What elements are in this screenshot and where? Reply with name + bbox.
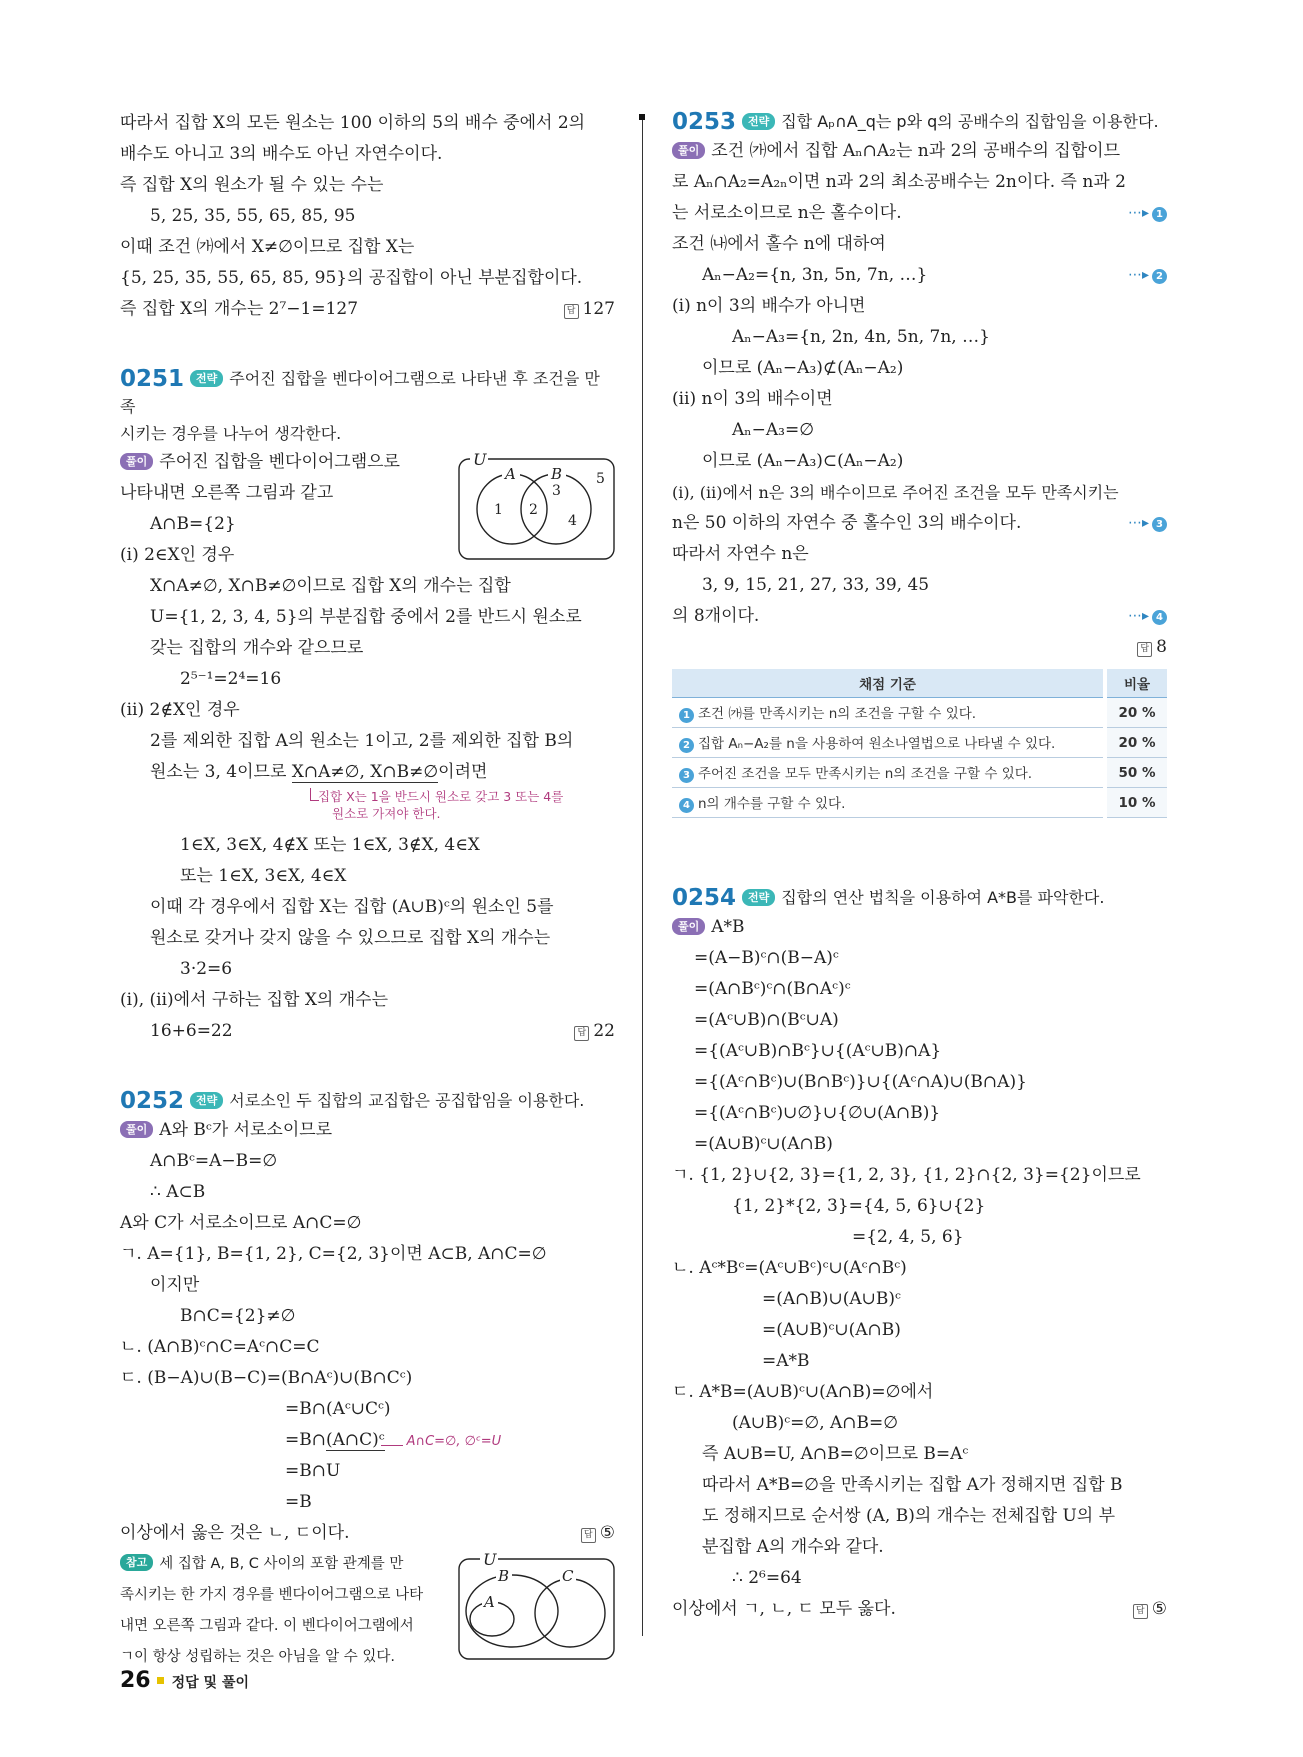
step-marker: ⋯▸ 4 <box>1128 601 1167 632</box>
answer-icon: 답 <box>1133 1604 1148 1619</box>
criteria-number: 2 <box>679 738 694 753</box>
table-row <box>672 788 1167 818</box>
step-marker: ⋯▸ 1 <box>1128 198 1167 229</box>
text-line: =(A−B)ᶜ∩(B−A)ᶜ <box>694 948 839 968</box>
right-column <box>672 108 1167 1625</box>
column-divider <box>642 116 643 1636</box>
answer-mark <box>564 294 615 325</box>
question-number: 0252 <box>120 1088 185 1114</box>
text-line: =B∩U <box>285 1461 341 1481</box>
text-line: {1, 2}*{2, 3}={4, 5, 6}∪{2} <box>732 1196 986 1216</box>
criteria-text: 조건 ㈎를 만족시키는 n의 조건을 구할 수 있다. <box>698 706 977 722</box>
answer-mark <box>581 1518 615 1549</box>
text-line: 3·2=6 <box>180 959 233 979</box>
answer-icon: 답 <box>564 304 579 319</box>
text-line: {5, 25, 35, 55, 65, 85, 95}의 공집합이 아닌 부분집합이다. <box>120 268 583 288</box>
step-marker: ⋯▸ 3 <box>1128 508 1167 539</box>
text-span: n은 50 이하의 자연수 중 홀수인 3의 배수이다. <box>672 513 1022 533</box>
text-line: =B <box>285 1492 312 1512</box>
solution-line <box>672 912 1167 943</box>
question-0253-header <box>672 108 1167 136</box>
solution-line <box>672 136 1167 167</box>
text-line: 이지만 <box>150 1275 200 1295</box>
scoring-table <box>672 669 1167 818</box>
text-line: 또는 1∈X, 3∈X, 4∈X <box>180 866 347 886</box>
text-line: 원소로 갖거나 갖지 않을 수 있으므로 집합 X의 개수는 <box>150 928 551 948</box>
text-line: 즉 집합 X의 원소가 될 수 있는 수는 <box>120 175 384 195</box>
text-line: ={(Aᶜ∩Bᶜ)∪∅}∪{∅∪(A∩B)} <box>694 1103 941 1123</box>
text-span: 는 서로소이므로 n은 홀수이다. <box>672 203 902 223</box>
page-number: 26 <box>120 1668 151 1693</box>
text-line: 이므로 (Aₙ−A₃)⊄(Aₙ−A₂) <box>702 358 904 378</box>
text-span: A와 Bᶜ가 서로소이므로 <box>159 1120 333 1140</box>
column-divider-marker <box>639 114 645 120</box>
answer-value: 127 <box>582 299 615 319</box>
solution-badge: 풀이 <box>120 1121 153 1138</box>
footer-label: 정답 및 풀이 <box>171 1675 249 1691</box>
label-B: B <box>498 1567 510 1585</box>
text-line: ={(Aᶜ∪B)∩Bᶜ}∪{(Aᶜ∪B)∩A} <box>694 1041 942 1061</box>
answer-mark <box>1137 632 1167 663</box>
text-line: (ⅰ) n이 3의 배수가 아니면 <box>672 296 866 316</box>
criteria-ratio: 20 % <box>1105 728 1167 758</box>
text-line: (ⅱ) 2∉X인 경우 <box>120 700 240 720</box>
annotation-bracket <box>310 788 319 801</box>
strategy-text: 시키는 경우를 나누어 생각한다. <box>120 424 342 443</box>
table-row <box>672 758 1167 788</box>
text-line: U={1, 2, 3, 4, 5}의 부분집합 중에서 2를 반드시 원소로 <box>150 607 582 627</box>
text-line: =B∩(Aᶜ∪Cᶜ) <box>285 1399 391 1419</box>
strategy-text: 집합 Aₚ∩A_q는 p와 q의 공배수의 집합임을 이용한다. <box>781 112 1159 131</box>
text-line: ={2, 4, 5, 6} <box>852 1227 964 1247</box>
text-line: 족시키는 한 가지 경우를 벤다이어그램으로 나타 <box>120 1587 424 1603</box>
question-number: 0254 <box>672 885 737 911</box>
text-line: 따라서 A*B=∅을 만족시키는 집합 A가 정해지면 집합 B <box>702 1475 1123 1495</box>
text-line: ㄱ. {1, 2}∪{2, 3}={1, 2, 3}, {1, 2}∩{2, 3}={2}이므로 <box>672 1165 1141 1185</box>
left-column <box>120 108 615 1674</box>
venn-diagram-abc <box>456 1553 618 1663</box>
text-line: ㄴ. (A∩B)ᶜ∩C=Aᶜ∩C=C <box>120 1337 320 1357</box>
set-C-ellipse <box>535 1579 605 1647</box>
text-line: =A*B <box>762 1351 810 1371</box>
text-line: (ⅱ) n이 3의 배수이면 <box>672 389 833 409</box>
note-line: 집합 X는 1을 반드시 원소로 갖고 3 또는 4를 <box>318 789 564 804</box>
criteria-number: 3 <box>679 768 694 783</box>
scoring-header-criteria: 채점 기준 <box>672 669 1105 698</box>
question-0252-header <box>120 1087 615 1115</box>
answer-value: 8 <box>1156 637 1167 657</box>
text-line: 즉 집합 X의 개수는 2⁷−1=127 <box>120 299 359 319</box>
solution-badge: 풀이 <box>120 453 153 470</box>
text-line: 갖는 집합의 개수와 같으므로 <box>150 638 364 658</box>
text-line: A와 C가 서로소이므로 A∩C=∅ <box>120 1213 362 1233</box>
text-line: 5, 25, 35, 55, 65, 85, 95 <box>150 206 356 226</box>
criteria-number: 1 <box>679 708 694 723</box>
step-number: 4 <box>1152 610 1167 625</box>
text-line: ㄱ이 항상 성립하는 것은 아님을 알 수 있다. <box>120 1649 395 1665</box>
page-footer <box>120 1668 249 1693</box>
strategy-badge: 전략 <box>190 1092 223 1109</box>
text-line: 3, 9, 15, 21, 27, 33, 39, 45 <box>702 575 930 595</box>
text-line: 주어진 집합을 벤다이어그램으로 <box>159 452 400 472</box>
text-span: =B∩ <box>285 1430 326 1450</box>
step-number: 1 <box>1152 207 1167 222</box>
text-line: 로 Aₙ∩A₂=A₂ₙ이면 n과 2의 최소공배수는 2n이다. 즉 n과 2 <box>672 172 1126 192</box>
text-span: 이상에서 ㄱ, ㄴ, ㄷ 모두 옳다. <box>672 1599 896 1619</box>
reference-text <box>120 1549 440 1673</box>
text-line <box>672 198 1167 229</box>
text-line <box>120 294 615 325</box>
text-span: 이려면 <box>438 762 488 782</box>
text-line: A∩Bᶜ=A−B=∅ <box>150 1151 278 1171</box>
criteria-text: 주어진 조건을 모두 만족시키는 n의 조건을 구할 수 있다. <box>698 766 1033 782</box>
label-U: U <box>483 1553 497 1569</box>
question-0254-header <box>672 884 1167 912</box>
strategy-text: 주어진 집합을 벤다이어그램으로 나타낸 후 조건을 만족 <box>120 369 600 416</box>
text-line <box>672 1594 1167 1625</box>
text-line: A∩B={2} <box>150 514 236 534</box>
label-A: A <box>484 1593 495 1611</box>
text-line <box>672 508 1167 539</box>
element-3: 3 <box>552 483 561 499</box>
text-span: 의 8개이다. <box>672 606 760 626</box>
criteria-ratio: 50 % <box>1105 758 1167 788</box>
question-number: 0251 <box>120 366 185 392</box>
text-span: 조건 ㈎에서 집합 Aₙ∩A₂는 n과 2의 공배수의 집합이므 <box>711 141 1120 161</box>
text-line: =(A∩Bᶜ)ᶜ∩(B∩Aᶜ)ᶜ <box>694 979 851 999</box>
text-line: Aₙ−A₃=∅ <box>732 420 815 440</box>
element-5: 5 <box>596 471 605 487</box>
text-line: ㄷ. A*B=(A∪B)ᶜ∪(A∩B)=∅에서 <box>672 1382 934 1402</box>
text-line <box>672 260 1167 291</box>
scoring-header-ratio: 비율 <box>1105 669 1167 698</box>
text-line: 배수도 아니고 3의 배수도 아닌 자연수이다. <box>120 144 443 164</box>
text-line: =(A∪B)ᶜ∪(A∩B) <box>762 1320 901 1340</box>
text-line: 즉 A∪B=U, A∩B=∅이므로 B=Aᶜ <box>702 1444 969 1464</box>
criteria-ratio: 20 % <box>1105 698 1167 728</box>
strategy-text: 집합의 연산 법칙을 이용하여 A*B를 파악한다. <box>781 888 1105 907</box>
answer-value: 22 <box>593 1021 615 1041</box>
element-1: 1 <box>494 502 503 518</box>
annotation-note: A∩C=∅, ∅ᶜ=U <box>406 1434 502 1449</box>
text-line <box>120 1016 615 1047</box>
text-line: =(A∩B)∪(A∪B)ᶜ <box>762 1289 901 1309</box>
step-number: 3 <box>1152 517 1167 532</box>
text-line: 이때 조건 ㈎에서 X≠∅이므로 집합 X는 <box>120 237 415 257</box>
question-number: 0253 <box>672 109 737 135</box>
text-line: 2⁵⁻¹=2⁴=16 <box>180 669 282 689</box>
answer-mark <box>574 1016 615 1047</box>
table-row <box>672 698 1167 728</box>
reference-badge: 참고 <box>120 1554 153 1571</box>
text-line <box>120 757 615 788</box>
element-2: 2 <box>529 502 538 518</box>
criteria-number: 4 <box>679 798 694 813</box>
text-line: 조건 ㈏에서 홀수 n에 대하여 <box>672 234 886 254</box>
criteria-text: n의 개수를 구할 수 있다. <box>698 796 846 812</box>
text-span: Aₙ−A₂={n, 3n, 5n, 7n, …} <box>702 265 928 285</box>
text-line: 이때 각 경우에서 집합 X는 집합 (A∪B)ᶜ의 원소인 5를 <box>150 897 554 917</box>
annotation-connector <box>381 1435 403 1446</box>
text-line: ∴ 2⁶=64 <box>732 1568 802 1588</box>
text-line <box>120 1425 615 1456</box>
label-C: C <box>562 1567 574 1585</box>
text-line: 도 정해지므로 순서쌍 (A, B)의 개수는 전체집합 U의 부 <box>702 1506 1116 1526</box>
text-span: 16+6=22 <box>150 1021 233 1041</box>
text-line: =(A∪B)ᶜ∪(A∩B) <box>694 1134 833 1154</box>
text-line: Aₙ−A₃={n, 2n, 4n, 5n, 7n, …} <box>732 327 990 347</box>
text-line: 2를 제외한 집합 A의 원소는 1이고, 2를 제외한 집합 B의 <box>150 731 574 751</box>
label-B: B <box>551 465 563 483</box>
label-U: U <box>473 453 487 469</box>
annotation-note <box>120 788 615 830</box>
solution-line <box>120 447 615 478</box>
text-line <box>120 1518 615 1549</box>
step-number: 2 <box>1152 269 1167 284</box>
text-line: ㄱ. A={1}, B={1, 2}, C={2, 3}이면 A⊂B, A∩C=∅ <box>120 1244 547 1264</box>
text-line <box>672 601 1167 632</box>
text-line: 내면 오른쪽 그림과 같다. 이 벤다이어그램에서 <box>120 1618 414 1634</box>
text-line: (ⅰ), (ⅱ)에서 n은 3의 배수이므로 주어진 조건을 모두 만족시키는 <box>672 483 1119 502</box>
answer-icon: 답 <box>1137 642 1152 657</box>
underlined-condition: X∩A≠∅, X∩B≠∅ <box>291 762 439 782</box>
text-line: 따라서 집합 X의 모든 원소는 100 이하의 5의 배수 중에서 2의 <box>120 113 586 133</box>
text-span: A*B <box>711 917 745 937</box>
element-4: 4 <box>568 513 577 529</box>
answer-value: ⑤ <box>599 1523 615 1543</box>
text-span: 원소는 3, 4이므로 <box>150 762 292 782</box>
underlined-term: (A∩C)ᶜ <box>325 1430 385 1450</box>
answer-icon: 답 <box>574 1026 589 1041</box>
text-line <box>672 632 1167 663</box>
text-line: ㄷ. (B−A)∪(B−C)=(B∩Aᶜ)∪(B∩Cᶜ) <box>120 1368 413 1388</box>
reference-block <box>120 1549 615 1674</box>
criteria-text: 집합 Aₙ−A₂를 n을 사용하여 원소나열법으로 나타낼 수 있다. <box>698 736 1056 752</box>
text-line: 분집합 A의 개수와 같다. <box>702 1537 884 1557</box>
strategy-badge: 전략 <box>742 113 775 130</box>
text-line: 1∈X, 3∈X, 4∉X 또는 1∈X, 3∉X, 4∈X <box>180 835 480 855</box>
answer-mark <box>1133 1594 1167 1625</box>
text-line: (A∪B)ᶜ=∅, A∩B=∅ <box>732 1413 899 1433</box>
text-line: (ⅰ) 2∈X인 경우 <box>120 545 235 565</box>
text-line: ∴ A⊂B <box>150 1182 206 1202</box>
question-0251-header <box>120 365 615 420</box>
step-marker: ⋯▸ 2 <box>1128 260 1167 291</box>
text-line: X∩A≠∅, X∩B≠∅이므로 집합 X의 개수는 집합 <box>150 576 511 596</box>
text-line: =(Aᶜ∪B)∩(Bᶜ∪A) <box>694 1010 839 1030</box>
text-line: 따라서 자연수 n은 <box>672 544 809 564</box>
solution-badge: 풀이 <box>672 142 705 159</box>
strategy-text: 서로소인 두 집합의 교집합은 공집합임을 이용한다. <box>229 1091 585 1110</box>
table-row <box>672 728 1167 758</box>
text-line: B∩C={2}≠∅ <box>180 1306 296 1326</box>
text-line: (ⅰ), (ⅱ)에서 구하는 집합 X의 개수는 <box>120 990 389 1010</box>
answer-icon: 답 <box>581 1528 596 1543</box>
strategy-badge: 전략 <box>742 889 775 906</box>
text-line: 이므로 (Aₙ−A₃)⊂(Aₙ−A₂) <box>702 451 904 471</box>
label-A: A <box>505 465 516 483</box>
text-span: 이상에서 옳은 것은 ㄴ, ㄷ이다. <box>120 1523 350 1543</box>
text-line: ={(Aᶜ∩Bᶜ)∪(B∩Bᶜ)}∪{(Aᶜ∩A)∪(B∩A)} <box>694 1072 1027 1092</box>
note-line: 원소로 가져야 한다. <box>332 806 441 821</box>
solution-line <box>120 1115 615 1146</box>
text-line: 나타내면 오른쪽 그림과 같고 <box>120 483 334 503</box>
criteria-ratio: 10 % <box>1105 788 1167 818</box>
solution-badge: 풀이 <box>672 918 705 935</box>
answer-value: ⑤ <box>1151 1599 1167 1619</box>
footer-square-icon <box>157 1677 164 1684</box>
text-line: ㄴ. Aᶜ*Bᶜ=(Aᶜ∪Bᶜ)ᶜ∪(Aᶜ∩Bᶜ) <box>672 1258 907 1278</box>
strategy-badge: 전략 <box>190 370 223 387</box>
text-span: 세 집합 A, B, C 사이의 포함 관계를 만 <box>159 1556 404 1572</box>
